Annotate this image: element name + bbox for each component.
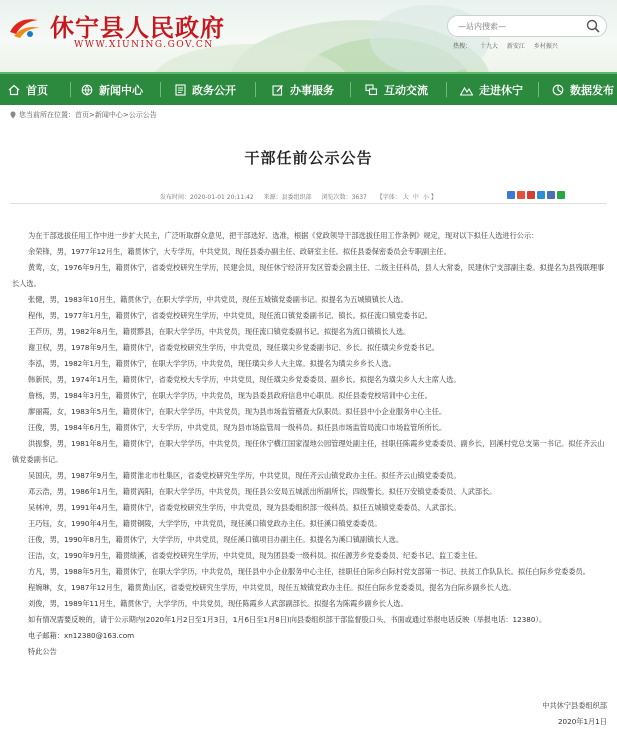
nav-item-news[interactable] xyxy=(81,74,143,105)
font-size-label: 【字体： xyxy=(376,194,401,201)
article-paragraph: 汪俊，男，1990年8月生，籍贯休宁，大学学历，中共党员，现任溪口镇项目办副主任。拟提名为溪口镇副镇长人选。 xyxy=(28,535,404,544)
article-paragraph: 为在干部选拔任用工作中进一步扩大民主，广泛听取群众意见，把干部选好、选准，根据《党政领导干部选拔任用工作条例》规定，现对以下拟任人选进行公示： xyxy=(28,231,539,240)
article-paragraph: 汪俊，男，1984年6月生，籍贯休宁，大专学历，中共党员，现为县市场监管局一级科员。拟任县市场监管局流口市场监管所所长。 xyxy=(28,423,447,432)
divider xyxy=(10,203,607,204)
site-header xyxy=(0,0,617,72)
nav-divider xyxy=(255,82,256,97)
article-paragraph: 洪振黎，男，1981年8月生，籍贯休宁，在职大学学历，中共党员，现任休宁横江国家湿地公园管理处副主任，挂职任陈霞乡党委委员、副乡长，回溪村党总支第一书记。拟任齐云山镇党委副书记。 xyxy=(12,439,605,464)
font-size-end: 】 xyxy=(430,194,437,201)
nav-label: 新闻中心 xyxy=(99,83,143,97)
article-paragraph: 王巧钰，女，1990年4月生，籍贯铜陵，大学学历，中共党员，现任溪口镇党政办主任。拟任溪口镇党委委员。 xyxy=(28,519,382,528)
article-paragraph: 谢卫权，男，1978年9月生，籍贯休宁，省委党校研究生学历，中共党员，现任璜尖乡党委副书记、乡长。拟任璜尖乡党委书记。 xyxy=(28,343,439,352)
nav-label: 互动交流 xyxy=(384,83,428,97)
hot-words xyxy=(453,41,565,50)
share-icon[interactable] xyxy=(557,191,565,199)
article-paragraph: 詹杨，男，1984年3月生，籍贯休宁，在职大学学历，中共党员，现为县委县政府信息中心职员。拟任县委党校培训中心主任。 xyxy=(28,391,432,400)
nav-item-services[interactable] xyxy=(272,74,334,105)
breadcrumb-label: 您当前所在位置： xyxy=(19,111,75,119)
article-paragraph: 邓云浩，男，1986年1月生，籍贯涡阳，在职大学学历，中共党员，现任县公安局五城派出所副所长，四级警长。拟任万安镇党委委员、人武部长。 xyxy=(28,487,497,496)
article-paragraph: 汪洁，女，1990年9月生，籍贯绩溪，省委党校研究生学历，中共党员，现为团县委一级科员。拟任源芳乡党委委员、纪委书记、监工委主任。 xyxy=(28,551,483,560)
nav-label: 数据发布 xyxy=(570,83,614,97)
nav-item-data[interactable] xyxy=(552,74,614,105)
article-paragraph: 吴林冲，男，1991年4月生，籍贯休宁，省委党校研究生学历，中共党员，现为县委组织部一级科员。拟任五城镇党委委员、人武部长。 xyxy=(28,503,461,512)
font-size-medium[interactable]: 中 xyxy=(412,194,419,201)
search-input[interactable] xyxy=(458,19,578,33)
hot-word-link[interactable]: 乡村振兴 xyxy=(533,43,558,50)
nav-divider xyxy=(446,82,447,97)
article-source: 来源：县委组织部 xyxy=(263,194,312,201)
hot-label: 热搜： xyxy=(453,43,472,50)
breadcrumb-separator: > xyxy=(122,111,129,119)
edit-icon xyxy=(272,84,284,96)
main-nav xyxy=(0,72,617,105)
search-icon[interactable] xyxy=(585,18,601,34)
article-paragraph: 方凡，男，1988年5月生，籍贯休宁，在职大学学历，中共党员，现任县中小企业服务中心主任，挂职任白际乡白际村党支部第一书记、扶贫工作队队长。拟任白际乡党委委员。 xyxy=(28,567,590,576)
globe-icon xyxy=(81,84,93,96)
share-icon[interactable] xyxy=(517,191,525,199)
mountain-icon xyxy=(460,84,473,96)
nav-divider xyxy=(350,82,351,97)
share-icon[interactable] xyxy=(527,191,535,199)
nav-divider xyxy=(70,82,71,97)
chat-icon xyxy=(365,84,378,96)
nav-label: 政务公开 xyxy=(192,83,236,97)
signature-block xyxy=(542,698,607,730)
article-paragraph: 刘俊，男，1989年11月生，籍贯休宁，大学学历，中共党员，现任陈霞乡人武部副部长。拟提名为陈霞乡副乡长人选。 xyxy=(28,599,408,608)
search-box xyxy=(447,15,607,37)
nav-item-interaction[interactable] xyxy=(365,74,428,105)
article-paragraph: 王芦历，男，1982年8月生，籍贯黟县，在职大学学历，中共党员，现任流口镇党委副书记。拟提名为流口镇镇长人选。 xyxy=(28,327,411,336)
document-icon xyxy=(175,84,186,96)
nav-item-home[interactable] xyxy=(8,74,48,105)
article-paragraph: 吴国庆，男，1987年9月生，籍贯淮北市杜集区，省委党校研究生学历，中共党员，现任齐云山镇党政办主任。拟任齐云山镇党委委员。 xyxy=(28,471,461,480)
nav-label: 走进休宁 xyxy=(479,83,523,97)
article-paragraph: 廖丽霞，女，1983年5月生，籍贯休宁，在职大学学历，中共党员，现为县市场监管稽查大队职员。拟任县中小企业服务中心主任。 xyxy=(28,407,447,416)
article-paragraph: 张健，男，1983年10月生，籍贯休宁，在职大学学历，中共党员，现任五城镇党委副书记。拟提名为五城镇镇长人选。 xyxy=(28,295,408,304)
share-bar xyxy=(507,191,565,199)
breadcrumb-separator: > xyxy=(89,111,95,119)
article-paragraph: 程婉琳，女，1987年12月生，籍贯黄山区，省委党校研究生学历，中共党员，现任五城镇党政办主任。拟任白际乡党委委员，提名为白际乡副乡长人选。 xyxy=(28,583,516,592)
home-icon xyxy=(8,84,20,96)
article-paragraph: 特此公告 xyxy=(28,647,57,656)
location-pin-icon xyxy=(10,111,16,119)
nav-item-gov-affairs[interactable] xyxy=(175,74,236,105)
font-size-control xyxy=(377,194,437,201)
hot-word-link[interactable]: 新安江 xyxy=(506,43,525,50)
article-paragraph: 李泓，男，1982年1月生，籍贯休宁，在职大学学历，中共党员，现任璜尖乡人大主席。拟提名为璜尖乡乡长人选。 xyxy=(28,359,396,368)
site-url: WWW.XIUNING.GOV.CN xyxy=(74,40,214,50)
article-paragraph: 电子邮箱：xn12380@163.com xyxy=(28,631,135,640)
breadcrumb xyxy=(10,110,157,120)
nav-divider xyxy=(538,82,539,97)
nav-divider xyxy=(160,82,161,97)
signature: 中共休宁县委组织部 xyxy=(542,701,607,710)
nav-item-about[interactable] xyxy=(460,74,523,105)
font-size-large[interactable]: 大 xyxy=(402,194,409,201)
nav-label: 办事服务 xyxy=(290,83,334,97)
breadcrumb-home[interactable]: 首页 xyxy=(75,111,89,119)
article-content xyxy=(12,228,609,660)
share-icon[interactable] xyxy=(507,191,515,199)
data-icon xyxy=(552,84,564,96)
nav-label: 首页 xyxy=(26,83,48,97)
breadcrumb-notices[interactable]: 公示公告 xyxy=(128,111,157,119)
article-paragraph: 如有情况需要反映的，请于公示期内(2020年1月2日至1月3日，1月6日至1月8日)向县委组织部干部监督股口头、书面或通过举报电话反映（举报电话：12380）。 xyxy=(28,615,547,624)
publish-time: 发布时间：2020-01-01 20:11:42 xyxy=(160,194,254,201)
article-paragraph: 韩新民，男，1974年1月生，籍贯休宁，省委党校大专学历，中共党员，现任璜尖乡党委委员、副乡长。拟提名为璜尖乡人大主席人选。 xyxy=(28,375,461,384)
article-meta xyxy=(160,192,445,201)
font-size-small[interactable]: 小 xyxy=(422,194,429,201)
breadcrumb-news[interactable]: 新闻中心 xyxy=(94,111,123,119)
article-title: 干部任前公示公告 xyxy=(244,149,373,167)
article-paragraph: 余荣锋，男，1977年12月生，籍贯休宁，大专学历，中共党员，现任县委办副主任、政研室主任。拟任县委保密委员会专职副主任。 xyxy=(28,247,451,256)
article-paragraph: 程伟，男，1977年1月生，籍贯休宁，省委党校研究生学历，中共党员，现任流口镇党委副书记、镇长。拟任流口镇党委书记。 xyxy=(28,311,432,320)
hot-word-link[interactable]: 十九大 xyxy=(479,43,498,50)
view-count: 浏览次数：3637 xyxy=(321,194,367,201)
sign-date: 2020年1月1日 xyxy=(557,717,607,726)
site-name[interactable]: 休宁县人民政府 xyxy=(50,13,225,42)
site-logo[interactable] xyxy=(8,14,42,40)
share-icon[interactable] xyxy=(537,191,545,199)
share-icon[interactable] xyxy=(547,191,555,199)
article-paragraph: 黄莺，女，1976年9月生，籍贯休宁，省委党校研究生学历，民建会员，现任休宁经济开发区管委会副主任、二级主任科员，县人大常委，民建休宁支部副主委。拟提名为县残联理事长人选。 xyxy=(12,263,605,288)
